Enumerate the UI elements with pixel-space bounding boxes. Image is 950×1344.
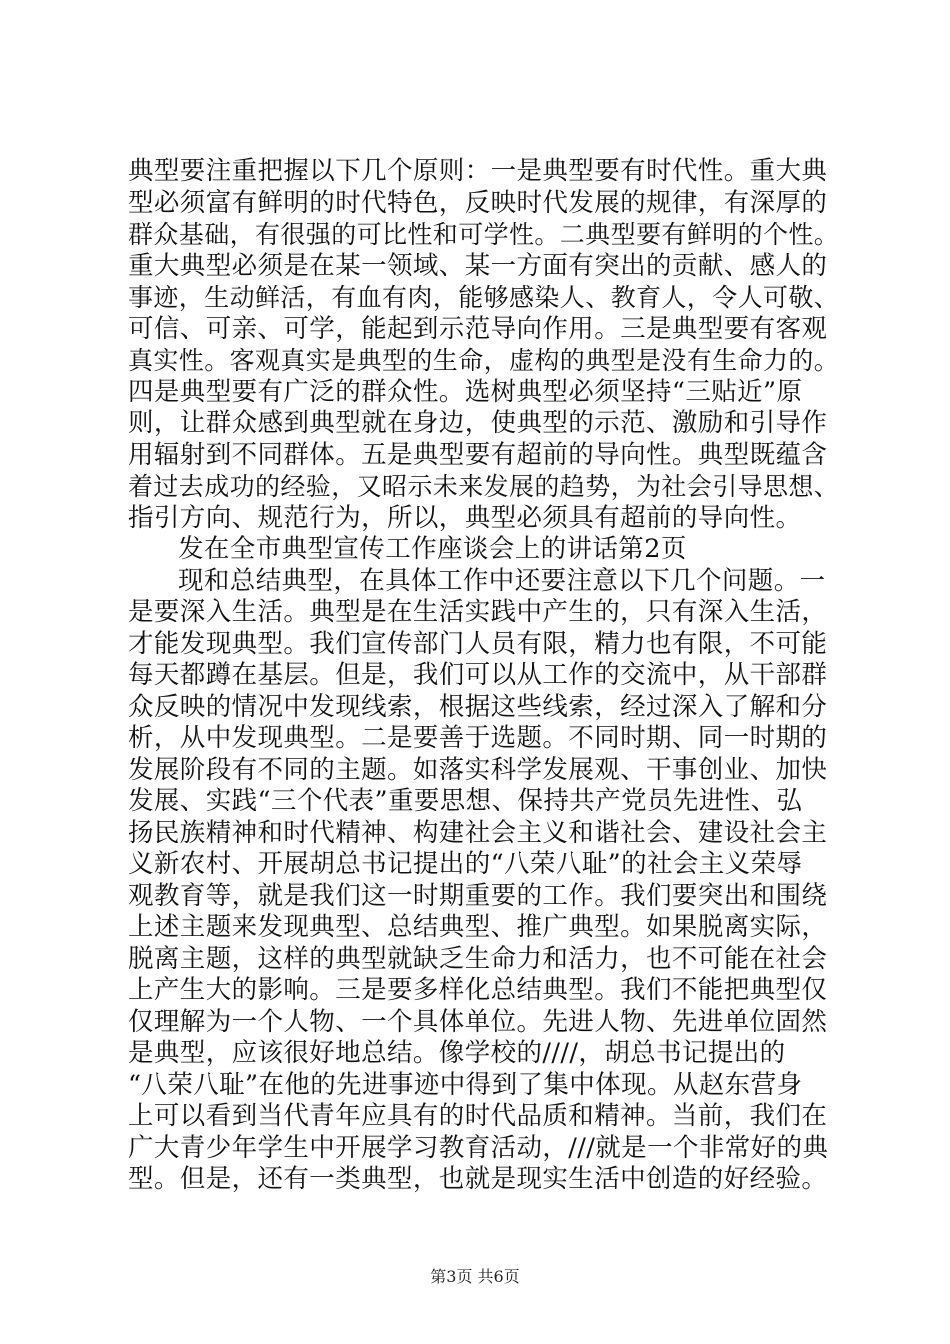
body-text — [128, 156, 840, 1196]
text-line: 析，从中发现典型。二是要善于选题。不同时期、同一时期的 — [128, 723, 828, 753]
text-line: 是典型，应该很好地总结。像学校的////，胡总书记提出的 — [128, 1038, 786, 1068]
text-line: 上可以看到当代青年应具有的时代品质和精神。当前，我们在 — [128, 1101, 828, 1131]
text-line: 真实性。客观真实是典型的生命，虚构的典型是没有生命力的。 — [128, 346, 840, 375]
text-line: 事迹，生动鲜活，有血有肉，能够感染人、教育人，令人可敬、 — [128, 283, 840, 312]
text-line: 众反映的情况中发现线索，根据这些线索，经过深入了解和分 — [128, 691, 828, 722]
text-line: 上述主题来发现典型、总结典型、推广典型。如果脱离实际， — [128, 912, 828, 942]
page-footer: 第3页 共6页 — [430, 1267, 520, 1286]
text-line: 是要深入生活。典型是在生活实践中产生的，只有深入生活， — [128, 597, 828, 627]
text-line: 指引方向、规范行为，所以，典型必须具有超前的导向性。 — [128, 502, 802, 533]
text-line: 现和总结典型，在具体工作中还要注意以下几个问题。一 — [178, 565, 826, 596]
text-line: 发展阶段有不同的主题。如落实科学发展观、干事创业、加快 — [128, 754, 828, 785]
text-line: 扬民族精神和时代精神、构建社会主义和谐社会、建设社会主 — [128, 817, 828, 848]
text-line: 重大典型必须是在某一领域、某一方面有突出的贡献、感人的 — [128, 250, 828, 281]
text-line: 上产生大的影响。三是要多样化总结典型。我们不能把典型仅 — [128, 975, 828, 1005]
text-line: 则，让群众感到典型就在身边，使典型的示范、激励和引导作 — [128, 408, 828, 438]
text-line: 广大青少年学生中开展学习教育活动，///就是一个非常好的典 — [128, 1132, 829, 1163]
text-line: 脱离主题，这样的典型就缺乏生命力和活力，也不可能在社会 — [128, 943, 828, 974]
text-line: 义新农村、开展胡总书记提出的“八荣八耻”的社会主义荣辱 — [128, 849, 803, 879]
text-line: 典型要注重把握以下几个原则：一是典型要有时代性。重大典 — [128, 156, 828, 186]
text-line: 观教育等，就是我们这一时期重要的工作。我们要突出和围绕 — [128, 880, 828, 911]
text-line: 可信、可亲、可学，能起到示范导向作用。三是典型要有客观 — [128, 313, 828, 344]
text-line: 着过去成功的经验，又昭示未来发展的趋势，为社会引导思想、 — [128, 472, 840, 501]
text-line: 每天都蹲在基层。但是，我们可以从工作的交流中，从干部群 — [128, 660, 828, 690]
text-line: 仅理解为一个人物、一个具体单位。先进人物、先进单位固然 — [128, 1006, 828, 1037]
text-line: 用辐射到不同群体。五是典型要有超前的导向性。典型既蕴含 — [128, 439, 828, 470]
text-line: 发展、实践“三个代表”重要思想、保持共产党员先进性、弘 — [128, 786, 803, 816]
text-line: 四是典型要有广泛的群众性。选树典型必须坚持“三贴近”原 — [128, 376, 803, 407]
text-line: 型必须富有鲜明的时代特色，反映时代发展的规律，有深厚的 — [128, 187, 828, 218]
text-line: “八荣八耻”在他的先进事迹中得到了集中体现。从赵东营身 — [128, 1069, 803, 1100]
text-line: 才能发现典型。我们宣传部门人员有限，精力也有限，不可能 — [128, 628, 828, 659]
section-heading: 发在全市典型宣传工作座谈会上的讲话第2页 — [178, 534, 687, 564]
text-line: 群众基础，有很强的可比性和可学性。二典型要有鲜明的个性。 — [128, 220, 840, 249]
text-line: 型。但是，还有一类典型，也就是现实生活中创造的好经验。 — [128, 1164, 828, 1194]
